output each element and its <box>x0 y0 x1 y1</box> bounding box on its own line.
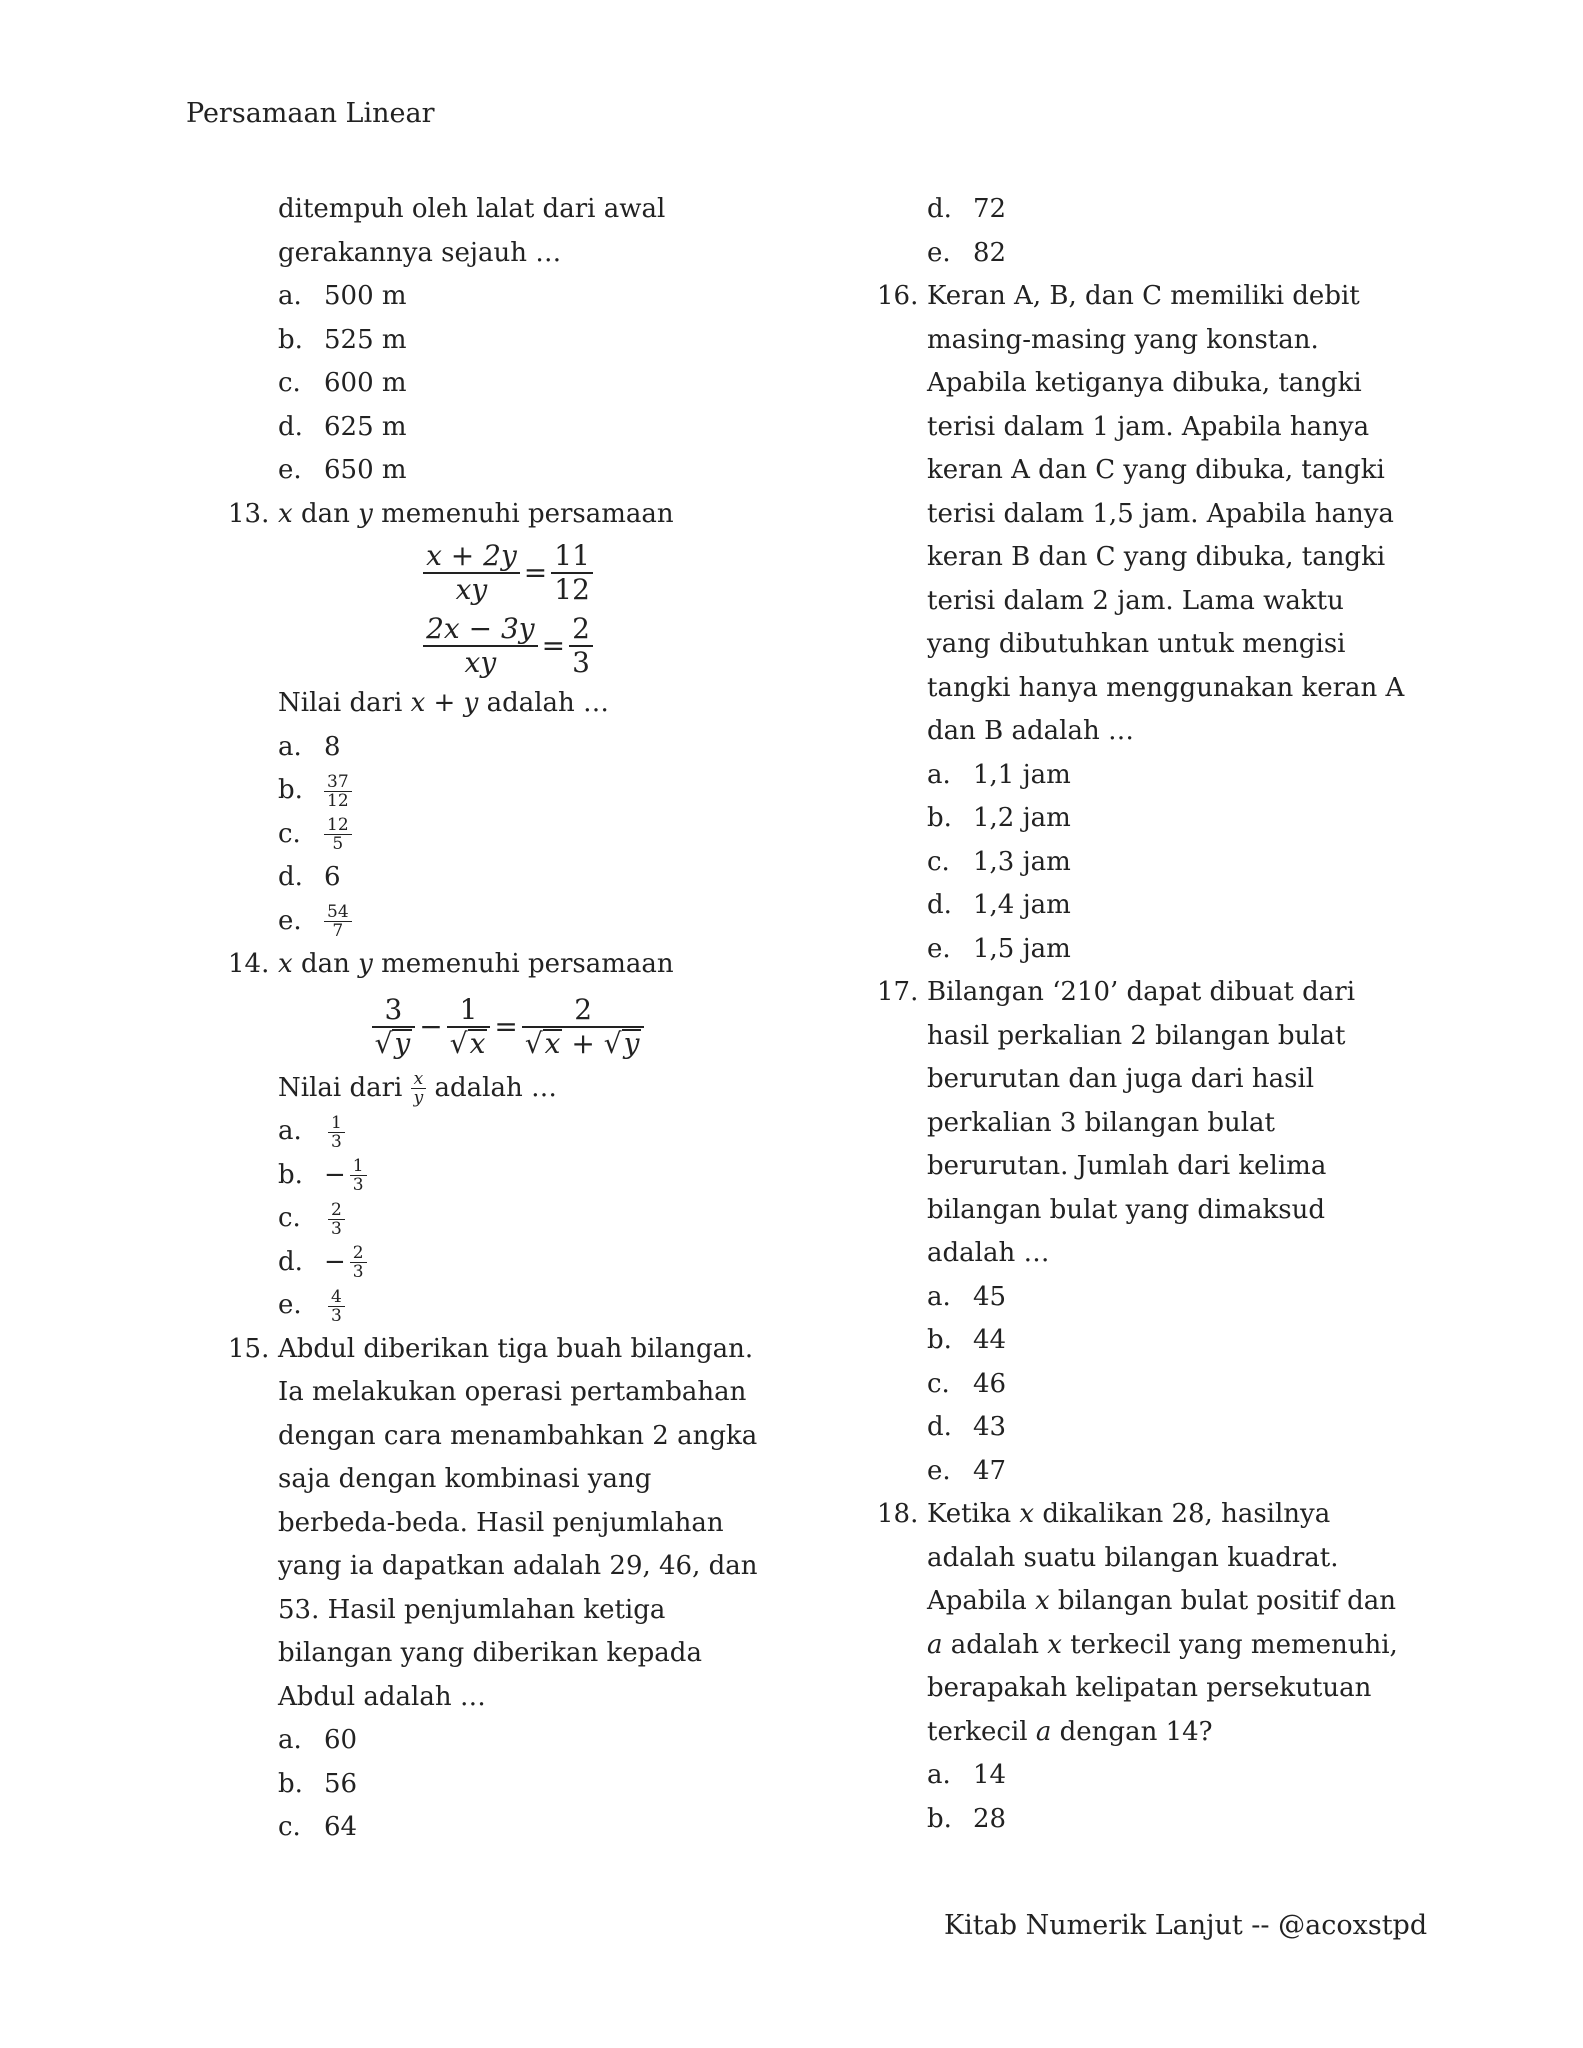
option-letter: b. <box>927 1803 952 1834</box>
question-text-line: perkalian 3 bilangan bulat <box>927 1107 1275 1138</box>
option-letter: b. <box>927 803 952 833</box>
question-text-line <box>877 1624 1417 1668</box>
text: Nilai dari <box>278 1072 403 1103</box>
option-d <box>228 406 788 450</box>
sqrt: √x <box>449 1026 486 1060</box>
numerator: 1 <box>350 1157 367 1176</box>
option-d <box>228 856 788 900</box>
radicand: y <box>623 1026 640 1060</box>
equals-sign: = <box>494 1010 518 1043</box>
option-letter: b. <box>278 1159 303 1190</box>
option-letter: e. <box>278 455 302 485</box>
sign: − <box>324 1159 346 1190</box>
option-b <box>228 1763 788 1807</box>
option-value: 1,5 jam <box>973 933 1071 964</box>
right-column <box>877 188 1417 1841</box>
question-number: 15. <box>228 1333 270 1364</box>
fraction <box>522 994 645 1060</box>
question-text-line: keran B dan C yang dibuka, tangki <box>927 542 1386 572</box>
denominator: y <box>413 1088 424 1108</box>
question-text-line: berbeda-beda. Hasil penjumlahan <box>278 1507 724 1538</box>
option-b <box>228 769 788 813</box>
option-value: 14 <box>973 1760 1007 1790</box>
question-number: 13. <box>228 498 270 529</box>
numerator: 2 <box>328 1201 345 1220</box>
radicand: x <box>544 1026 561 1060</box>
fraction <box>328 1114 345 1151</box>
option-e <box>228 900 788 944</box>
option-letter: a. <box>927 1760 951 1790</box>
denominator: 3 <box>331 1218 342 1239</box>
option-value: 47 <box>973 1455 1007 1486</box>
option-value: 1,2 jam <box>973 803 1071 833</box>
option-e <box>877 928 1417 972</box>
option-d <box>877 1406 1417 1450</box>
question-text-line <box>877 275 1417 319</box>
equation <box>228 987 788 1067</box>
numerator: 1 <box>328 1114 345 1133</box>
option-value: 46 <box>973 1368 1007 1399</box>
option-value: 43 <box>973 1412 1007 1442</box>
question-15-continued <box>877 188 1417 275</box>
question-text-line <box>877 1493 1417 1537</box>
question-text-line: Apabila ketiganya dibuka, tangki <box>927 368 1362 398</box>
math-var: y <box>358 949 373 979</box>
option-a <box>228 275 788 319</box>
option-c <box>877 1363 1417 1407</box>
text: bilangan bulat positif dan <box>1057 1586 1396 1616</box>
numerator: 12 <box>324 816 352 835</box>
text: memenuhi persamaan <box>381 949 674 979</box>
equals-sign: = <box>541 629 566 662</box>
question-text-line: tangki hanya menggunakan keran A <box>927 672 1405 703</box>
text: Ketika <box>927 1499 1012 1529</box>
radicand: y <box>394 1026 411 1060</box>
sqrt: √x <box>524 1026 561 1060</box>
question-17 <box>877 971 1417 1493</box>
option-letter: e. <box>278 905 302 936</box>
numerator: 2 <box>569 613 593 647</box>
option-letter: a. <box>278 1725 302 1755</box>
text: Apabila <box>927 1586 1027 1616</box>
option-value: 72 <box>973 194 1007 224</box>
question-text-line <box>877 1711 1417 1755</box>
radicand: x <box>469 1026 486 1060</box>
text: terkecil yang memenuhi, <box>1070 1629 1398 1660</box>
text: adalah … <box>486 688 610 718</box>
option-letter: d. <box>278 862 303 892</box>
fraction <box>324 903 352 940</box>
option-value: 64 <box>324 1812 358 1842</box>
option-letter: a. <box>278 281 302 311</box>
question-number: 17. <box>877 977 919 1007</box>
option-letter: e. <box>927 237 951 268</box>
option-letter: e. <box>278 1290 302 1320</box>
question-text-line: Abdul adalah … <box>278 1681 486 1712</box>
option-value: 6 <box>324 862 341 892</box>
option-letter: c. <box>927 846 950 877</box>
option-letter: a. <box>278 731 302 762</box>
option-letter: c. <box>927 1368 950 1399</box>
page-header: Persamaan Linear <box>186 98 435 129</box>
question-text-line: ditempuh oleh lalat dari awal <box>278 194 666 224</box>
option-letter: b. <box>278 1768 303 1799</box>
option-letter: c. <box>278 818 301 849</box>
denominator: 12 <box>327 790 349 811</box>
option-c <box>228 813 788 857</box>
denominator <box>447 1028 491 1060</box>
option-a <box>228 1719 788 1763</box>
question-text-line: 53. Hasil penjumlahan ketiga <box>278 1594 666 1625</box>
text: terkecil <box>927 1716 1028 1747</box>
option-letter: c. <box>278 1812 301 1842</box>
text: memenuhi persamaan <box>381 498 674 529</box>
option-letter: d. <box>927 1412 952 1442</box>
numerator: 37 <box>324 773 352 792</box>
math-var: a <box>927 1629 943 1660</box>
text: dengan 14? <box>1059 1716 1213 1747</box>
question-text-line: hasil perkalian 2 bilangan bulat <box>927 1020 1346 1051</box>
option-b <box>877 1798 1417 1842</box>
option-a <box>877 1276 1417 1320</box>
question-text-line: gerakannya sejauh … <box>278 237 562 268</box>
text: Keran A, B, dan C memiliki debit <box>927 281 1360 311</box>
question-16 <box>877 275 1417 971</box>
text: dan <box>300 949 350 979</box>
question-text-line: terisi dalam 1 jam. Apabila hanya <box>927 411 1370 442</box>
fraction <box>423 540 520 606</box>
option-a <box>228 1110 788 1154</box>
numerator: x + 2y <box>423 540 520 574</box>
question-prompt <box>228 682 788 726</box>
option-letter: d. <box>278 1246 303 1277</box>
option-c <box>877 841 1417 885</box>
denominator: 3 <box>352 1175 364 1195</box>
sqrt: √y <box>603 1026 640 1060</box>
option-value: 1,1 jam <box>973 759 1071 790</box>
fraction <box>324 773 352 810</box>
option-value: 500 m <box>324 281 407 311</box>
option-value: 625 m <box>324 411 407 442</box>
option-d <box>228 1241 788 1285</box>
option-b <box>228 319 788 363</box>
fraction <box>328 1201 345 1238</box>
option-value: 28 <box>973 1803 1007 1834</box>
question-number: 16. <box>877 281 919 311</box>
question-text-line: berurutan. Jumlah dari kelima <box>927 1151 1327 1181</box>
option-letter: a. <box>927 759 951 790</box>
option-value: 8 <box>324 731 341 762</box>
numerator: 11 <box>551 540 593 574</box>
option-value: 60 <box>324 1725 358 1755</box>
fraction <box>423 613 538 679</box>
question-text-line: adalah … <box>927 1238 1050 1268</box>
question-text-line: terisi dalam 2 jam. Lama waktu <box>927 585 1344 616</box>
denominator: xy <box>464 645 497 679</box>
question-text-line: dengan cara menambahkan 2 angka <box>278 1420 758 1451</box>
fraction <box>324 816 352 853</box>
option-value: 45 <box>973 1281 1007 1312</box>
question-text-line: terisi dalam 1,5 jam. Apabila hanya <box>927 498 1394 529</box>
question-18 <box>877 1493 1417 1841</box>
question-number: 14. <box>228 949 270 979</box>
question-text-line: masing-masing yang konstan. <box>927 324 1319 355</box>
denominator: 5 <box>332 834 344 854</box>
option-d <box>877 188 1417 232</box>
option-a <box>877 754 1417 798</box>
option-letter: b. <box>278 775 303 805</box>
option-e <box>228 1284 788 1328</box>
fraction <box>411 1070 427 1107</box>
denominator <box>372 1028 416 1060</box>
question-text-line: berurutan dan juga dari hasil <box>927 1064 1315 1094</box>
option-letter: d. <box>927 890 952 920</box>
option-b <box>877 797 1417 841</box>
minus-sign: − <box>419 1010 443 1043</box>
option-value: 82 <box>973 237 1007 268</box>
math-var: a <box>1035 1716 1052 1747</box>
fraction <box>328 1288 345 1325</box>
fraction <box>372 994 416 1060</box>
option-letter: a. <box>927 1281 951 1312</box>
option-value: 1,3 jam <box>973 846 1071 877</box>
option-value: 525 m <box>324 324 407 355</box>
text: adalah … <box>434 1072 557 1103</box>
option-e <box>228 449 788 493</box>
math-var: x <box>1019 1499 1035 1529</box>
question-text-line: saja dengan kombinasi yang <box>278 1464 652 1494</box>
fraction <box>350 1157 367 1194</box>
option-a <box>877 1754 1417 1798</box>
option-letter: c. <box>278 368 301 398</box>
numerator: 1 <box>447 994 491 1028</box>
option-letter: c. <box>278 1203 301 1233</box>
numerator: 4 <box>328 1288 345 1307</box>
math-var: x <box>1047 1629 1062 1660</box>
option-letter: d. <box>927 194 952 224</box>
option-a <box>228 726 788 770</box>
math-expr: x + y <box>410 688 479 718</box>
denominator <box>522 1028 645 1060</box>
numerator: 2x − 3y <box>423 613 538 647</box>
math-var: x <box>278 498 293 529</box>
sign: − <box>324 1246 346 1277</box>
question-text-line: yang dibutuhkan untuk mengisi <box>927 629 1346 659</box>
fraction <box>569 613 593 679</box>
left-column <box>228 188 788 1850</box>
denominator: 3 <box>331 1305 342 1326</box>
fraction <box>551 540 593 606</box>
option-letter: e. <box>927 933 951 964</box>
text: dikalikan 28, hasilnya <box>1042 1499 1331 1529</box>
question-text-line <box>228 493 788 537</box>
math-var: x <box>278 949 293 979</box>
option-b <box>228 1154 788 1198</box>
option-value: 56 <box>324 1768 358 1799</box>
option-c <box>228 1806 788 1850</box>
question-text-line: dan B adalah … <box>927 716 1134 746</box>
numerator: x <box>411 1070 427 1089</box>
equation-1 <box>228 536 788 609</box>
fraction <box>350 1244 367 1281</box>
fraction <box>447 994 491 1060</box>
question-text-line: bilangan bulat yang dimaksud <box>927 1194 1326 1225</box>
question-text-line: yang ia dapatkan adalah 29, 46, dan <box>278 1551 758 1581</box>
denominator: 7 <box>332 921 344 941</box>
question-number: 18. <box>877 1499 919 1529</box>
denominator: 12 <box>554 572 590 606</box>
math-var: x <box>1034 1586 1050 1616</box>
page-footer: Kitab Numerik Lanjut -- @acoxstpd <box>944 1910 1428 1941</box>
sqrt: √y <box>374 1026 411 1060</box>
question-13 <box>228 493 788 944</box>
option-letter: b. <box>278 324 303 355</box>
option-letter: b. <box>927 1325 952 1355</box>
math-var: y <box>358 498 373 529</box>
text: Abdul diberikan tiga buah bilangan. <box>278 1333 754 1364</box>
question-15 <box>228 1328 788 1850</box>
denominator: xy <box>455 572 488 606</box>
numerator: 2 <box>522 994 645 1028</box>
option-value: 600 m <box>324 368 407 398</box>
numerator: 54 <box>324 903 352 922</box>
denominator: 3 <box>352 1262 364 1282</box>
equation-2 <box>228 609 788 682</box>
option-letter: a. <box>278 1116 302 1146</box>
option-value: 1,4 jam <box>973 890 1071 920</box>
question-text-line: bilangan yang diberikan kepada <box>278 1638 702 1668</box>
text: dan <box>300 498 350 529</box>
numerator: 2 <box>350 1244 367 1263</box>
option-e <box>877 232 1417 276</box>
text: Nilai dari <box>278 688 403 718</box>
option-c <box>228 1197 788 1241</box>
question-14 <box>228 943 788 1328</box>
question-text-line: berapakah kelipatan persekutuan <box>927 1673 1372 1703</box>
plus-sign: + <box>571 1026 595 1060</box>
denominator: 3 <box>572 645 590 679</box>
option-e <box>877 1450 1417 1494</box>
option-c <box>228 362 788 406</box>
denominator: 3 <box>331 1131 342 1152</box>
option-value: 650 m <box>324 455 407 485</box>
question-text-line: keran A dan C yang dibuka, tangki <box>927 455 1385 485</box>
option-letter: d. <box>278 411 303 442</box>
question-text-line <box>228 943 788 987</box>
option-letter: e. <box>927 1455 951 1486</box>
question-text-line <box>877 1580 1417 1624</box>
option-d <box>877 884 1417 928</box>
question-prompt <box>228 1067 788 1111</box>
option-b <box>877 1319 1417 1363</box>
option-value: 44 <box>973 1325 1007 1355</box>
question-text-line: adalah suatu bilangan kuadrat. <box>927 1542 1339 1573</box>
numerator: 3 <box>372 994 416 1028</box>
question-12 <box>228 188 788 493</box>
equals-sign: = <box>523 556 548 589</box>
question-text-line: Ia melakukan operasi pertambahan <box>278 1377 747 1407</box>
question-text-line <box>877 971 1417 1015</box>
text: Bilangan ‘210’ dapat dibuat dari <box>927 977 1356 1007</box>
text: adalah <box>950 1629 1039 1660</box>
question-text-line <box>228 1328 788 1372</box>
